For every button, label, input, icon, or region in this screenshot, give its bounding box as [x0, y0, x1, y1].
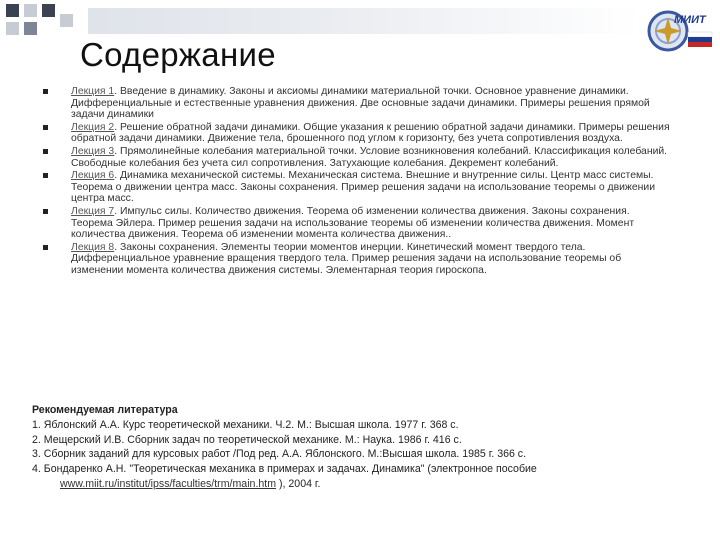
- decor-square: [6, 4, 19, 17]
- literature-item: 3. Сборник заданий для курсовых работ /Под ред. А.А. Яблонского. М.:Высшая школа. 1985 г. 366 с.: [32, 448, 527, 461]
- miit-logo: [644, 4, 716, 54]
- lecture-link[interactable]: Лекция 1: [71, 86, 115, 97]
- lecture-description: Импульс силы. Количество движения. Теорема об изменении количества движения. Законы сохранения. Теорема Эйлера. Пример решения задачи на использование теоремы об изменении количества движения. Момент количества движения. Теорема об изменении момента количества движения..: [71, 205, 635, 241]
- list-item: [40, 86, 674, 121]
- list-item: [40, 146, 674, 169]
- bullet-icon: [43, 245, 48, 250]
- literature-heading: Рекомендуемая литература: [32, 404, 178, 416]
- lecture-link[interactable]: Лекция 8: [71, 241, 115, 253]
- separator: .: [114, 145, 120, 157]
- separator: .: [114, 86, 120, 97]
- separator: .: [114, 205, 120, 217]
- logo-text: МИИТ: [674, 14, 706, 26]
- list-item: [40, 122, 674, 145]
- lecture-link[interactable]: Лекция 6: [71, 170, 115, 182]
- list-item: [40, 242, 674, 277]
- lecture-description: Законы сохранения. Элементы теории моментов инерции. Кинетический момент твердого тела. Дифференциальное уравнение вращения твердого тела. Пример решения задачи на использование теоремы об изменении момента количества движения системы. Элементарная теория гироскопа.: [71, 241, 622, 276]
- decor-square: [6, 22, 19, 35]
- decor-square: [24, 22, 37, 35]
- bullet-icon: [43, 125, 48, 130]
- lecture-description: Динамика механической системы. Механическая система. Внешние и внутренние силы. Центр масс системы. Теорема о движении центра масс. Законы сохранения. Пример решения задачи на использование теоремы о движении центра масс.: [71, 170, 656, 205]
- decor-square: [42, 4, 55, 17]
- literature-section: [32, 403, 692, 492]
- literature-item: 4. Бондаренко А.Н. "Теоретическая механика в примерах и задачах. Динамика" (электронное пособие: [32, 463, 537, 476]
- decor-square: [60, 14, 73, 27]
- lecture-link[interactable]: Лекция 7: [71, 205, 115, 217]
- separator: .: [114, 170, 120, 182]
- lecture-link[interactable]: Лекция 2: [71, 121, 115, 133]
- lecture-description: Решение обратной задачи динамики. Общие указания к решению обратной задачи динамики. Примеры решения обратной задачи динамики. Движение тела, брошенного под углом к горизонту, без учета сопротивления воздуха.: [71, 121, 670, 145]
- bullet-icon: [43, 89, 48, 94]
- lecture-description: Прямолинейные колебания материальной точки. Условие возникновения колебаний. Классификация колебаний. Свободные колебания без учета сил сопротивления. Затухающие колебания. Декремент колебаний.: [71, 145, 668, 169]
- bullet-icon: [43, 209, 48, 214]
- separator: .: [114, 121, 120, 133]
- bullet-icon: [43, 173, 48, 178]
- literature-link-suffix: ), 2004 г.: [276, 477, 321, 490]
- header-gradient-band: [88, 8, 640, 34]
- list-item: [40, 206, 674, 241]
- literature-item: 2. Мещерский И.В. Сборник задач по теоретической механике. М.: Наука. 1986 г. 416 с.: [32, 433, 462, 446]
- literature-item: 1. Яблонский А.А. Курс теоретической механики. Ч.2. М.: Высшая школа. 1977 г. 368 с.: [32, 418, 459, 431]
- contents-list: [40, 86, 674, 278]
- decor-square: [24, 4, 37, 17]
- list-item: [40, 170, 674, 205]
- bullet-icon: [43, 149, 48, 154]
- literature-link-line: [32, 477, 692, 492]
- separator: .: [114, 241, 120, 253]
- lecture-description: Введение в динамику. Законы и аксиомы динамики материальной точки. Основное уравнение динамики. Дифференциальные и естественные уравнения движения. Две основные задачи динамики. Примеры решения прямой задачи динамики: [71, 86, 650, 121]
- page-title: Содержание: [80, 36, 276, 73]
- literature-link[interactable]: www.miit.ru/institut/ipss/faculties/trm/main.htm: [60, 477, 277, 490]
- lecture-link[interactable]: Лекция 3: [71, 145, 115, 157]
